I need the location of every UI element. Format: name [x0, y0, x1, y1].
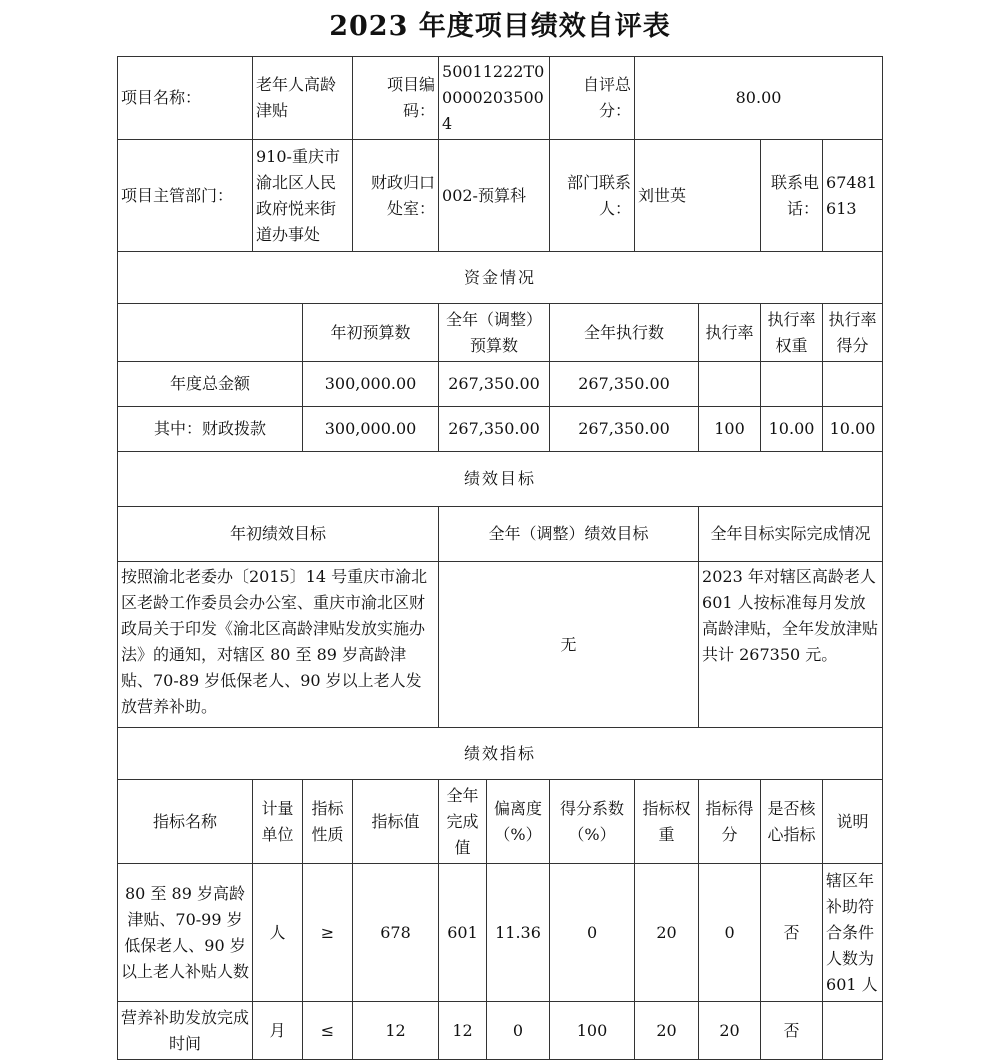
indicator-score: 20 — [699, 1002, 761, 1060]
self-score-label: 自评总分： — [550, 57, 635, 140]
funds-row-score — [823, 362, 883, 407]
evaluation-table — [117, 56, 883, 1060]
funds-row-budget: 300,000.00 — [303, 407, 439, 452]
dept-name: 910-重庆市渝北区人民政府悦来街道办事处 — [253, 140, 353, 252]
indicator-score: 0 — [699, 864, 761, 1002]
project-code-label: 项目编码： — [353, 57, 439, 140]
goals-header-actual: 全年目标实际完成情况 — [699, 507, 883, 562]
goals-header-initial: 年初绩效目标 — [118, 507, 439, 562]
funds-header-weight: 执行率权重 — [761, 304, 823, 362]
indicator-row — [118, 1002, 883, 1060]
funds-header-blank — [118, 304, 303, 362]
goals-section-title: 绩效目标 — [118, 452, 883, 507]
page-title: 2023 年度项目绩效自评表 — [329, 11, 671, 42]
funds-row-executed: 267,350.00 — [550, 407, 699, 452]
indicator-coef: 0 — [550, 864, 635, 1002]
indicator-actual: 601 — [439, 864, 487, 1002]
goals-actual-text: 2023 年对辖区高龄老人 601 人按标准每月发放高龄津贴，全年发放津贴共计 267350 元。 — [699, 562, 883, 728]
indicator-unit: 人 — [253, 864, 303, 1002]
funds-row-budget: 300,000.00 — [303, 362, 439, 407]
indicator-header-nature: 指标性质 — [303, 780, 353, 864]
indicator-weight: 20 — [635, 864, 699, 1002]
indicator-header-unit: 计量单位 — [253, 780, 303, 864]
funds-row-rate: 100 — [699, 407, 761, 452]
project-name: 老年人高龄津贴 — [253, 57, 353, 140]
funds-row-label: 其中：财政拨款 — [118, 407, 303, 452]
indicator-header-deviation: 偏离度（%） — [487, 780, 550, 864]
funds-header-score: 执行率得分 — [823, 304, 883, 362]
funds-row-rate — [699, 362, 761, 407]
funds-header-adjusted: 全年（调整）预算数 — [439, 304, 550, 362]
indicator-name: 营养补助发放完成时间 — [118, 1002, 253, 1060]
indicator-target: 12 — [353, 1002, 439, 1060]
self-score: 80.00 — [635, 57, 883, 140]
funds-row — [118, 362, 883, 407]
indicator-core: 否 — [761, 1002, 823, 1060]
indicator-header-actual: 全年完成值 — [439, 780, 487, 864]
funds-row-executed: 267,350.00 — [550, 362, 699, 407]
funds-row-adjusted: 267,350.00 — [439, 407, 550, 452]
funds-row-score: 10.00 — [823, 407, 883, 452]
indicator-deviation: 11.36 — [487, 864, 550, 1002]
indicator-header-coef: 得分系数（%） — [550, 780, 635, 864]
phone-label: 联系电话： — [761, 140, 823, 252]
funds-row-label: 年度总金额 — [118, 362, 303, 407]
project-name-label: 项目名称： — [118, 57, 253, 140]
funds-row-weight: 10.00 — [761, 407, 823, 452]
indicator-note: 辖区年补助符合条件人数为 601 人 — [823, 864, 883, 1002]
indicator-header-core: 是否核心指标 — [761, 780, 823, 864]
project-code: 50011222T000002035004 — [439, 57, 550, 140]
funds-header-budget: 年初预算数 — [303, 304, 439, 362]
funds-row-weight — [761, 362, 823, 407]
indicator-core: 否 — [761, 864, 823, 1002]
goals-header-adjusted: 全年（调整）绩效目标 — [439, 507, 699, 562]
indicator-actual: 12 — [439, 1002, 487, 1060]
indicator-header-name: 指标名称 — [118, 780, 253, 864]
funds-header-rate: 执行率 — [699, 304, 761, 362]
indicator-coef: 100 — [550, 1002, 635, 1060]
indicator-header-note: 说明 — [823, 780, 883, 864]
funds-section-title: 资金情况 — [118, 252, 883, 304]
indicator-header-target: 指标值 — [353, 780, 439, 864]
finance-office-label: 财政归口处室： — [353, 140, 439, 252]
indicator-row — [118, 864, 883, 1002]
indicator-weight: 20 — [635, 1002, 699, 1060]
indicator-header-score: 指标得分 — [699, 780, 761, 864]
indicator-note — [823, 1002, 883, 1060]
indicator-deviation: 0 — [487, 1002, 550, 1060]
finance-office: 002-预算科 — [439, 140, 550, 252]
indicator-unit: 月 — [253, 1002, 303, 1060]
goals-adjusted-text: 无 — [439, 562, 699, 728]
contact-name: 刘世英 — [635, 140, 761, 252]
funds-row-adjusted: 267,350.00 — [439, 362, 550, 407]
funds-row — [118, 407, 883, 452]
funds-header-executed: 全年执行数 — [550, 304, 699, 362]
indicator-header-weight: 指标权重 — [635, 780, 699, 864]
phone-number: 67481613 — [823, 140, 883, 252]
indicator-name: 80 至 89 岁高龄津贴、70-99 岁低保老人、90 岁以上老人补贴人数 — [118, 864, 253, 1002]
indicator-nature: ≥ — [303, 864, 353, 1002]
dept-label: 项目主管部门： — [118, 140, 253, 252]
goals-initial-text: 按照渝北老委办〔2015〕14 号重庆市渝北区老龄工作委员会办公室、重庆市渝北区财政局关于印发《渝北区高龄津贴发放实施办法》的通知，对辖区 80 至 89 岁高龄津贴、70-89 岁低保老人、90 岁以上老人发放营养补助。 — [118, 562, 439, 728]
indicators-section-title: 绩效指标 — [118, 728, 883, 780]
indicator-target: 678 — [353, 864, 439, 1002]
contact-label: 部门联系人： — [550, 140, 635, 252]
indicator-nature: ≤ — [303, 1002, 353, 1060]
